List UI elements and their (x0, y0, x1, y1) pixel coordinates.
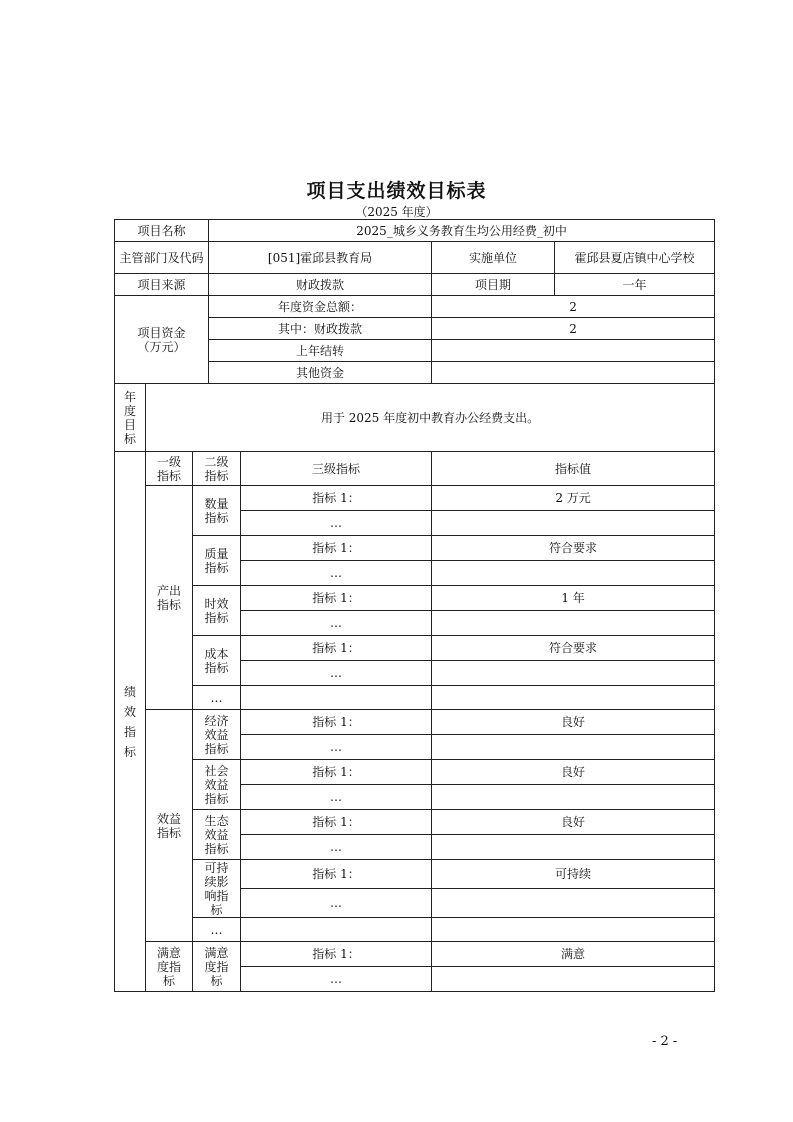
department-label: 主管部门及代码 (115, 242, 209, 274)
indicator-value-header: 指标值 (432, 452, 715, 486)
page-number: - 2 - (652, 1034, 678, 1049)
other-funds-value (432, 362, 715, 384)
table-row (115, 586, 715, 611)
row-indicator-header (115, 452, 715, 486)
table-row (115, 918, 715, 942)
fiscal-label: 其中：财政拨款 (209, 318, 432, 340)
satisfaction-l1-label: 满意度指标 (146, 942, 193, 992)
empty-cell (241, 918, 432, 942)
ellipsis-cell: … (241, 785, 432, 810)
row-department (115, 242, 715, 274)
level1-header: 一级指标 (146, 452, 193, 486)
timeliness-value: 1 年 (432, 586, 715, 611)
quality-indicator-label: 质量指标 (193, 536, 241, 586)
social-value: 良好 (432, 760, 715, 785)
annual-goal-label: 年度目标 (115, 384, 146, 452)
empty-value-cell (432, 735, 715, 760)
output-indicators-label: 产出指标 (146, 486, 193, 710)
empty-value-cell (432, 918, 715, 942)
level3-header: 三级指标 (241, 452, 432, 486)
sustainable-indicator-label: 可持续影响指标 (193, 860, 241, 918)
ellipsis-cell: … (241, 735, 432, 760)
sustainable-value: 可持续 (432, 860, 715, 889)
fund-source-label: 项目来源 (115, 274, 209, 296)
cost-value: 符合要求 (432, 636, 715, 661)
other-funds-label: 其他资金 (209, 362, 432, 384)
timeliness-indicator-label: 时效指标 (193, 586, 241, 636)
ecological-indicator-label: 生态效益指标 (193, 810, 241, 860)
ellipsis-cell: … (241, 889, 432, 918)
quantity-value: 2 万元 (432, 486, 715, 511)
row-annual-goal (115, 384, 715, 452)
row-fund-source (115, 274, 715, 296)
annual-total-value: 2 (432, 296, 715, 318)
project-period-label: 项目期 (432, 274, 555, 296)
empty-value-cell (432, 785, 715, 810)
empty-value-cell (432, 561, 715, 586)
implementing-unit-label: 实施单位 (432, 242, 555, 274)
empty-value-cell (432, 889, 715, 918)
table-row (115, 636, 715, 661)
carryover-value (432, 340, 715, 362)
table-row (115, 942, 715, 967)
economic-value: 良好 (432, 710, 715, 735)
satisfaction-value: 满意 (432, 942, 715, 967)
ellipsis-cell: … (193, 686, 241, 710)
ellipsis-cell: … (241, 611, 432, 636)
performance-goal-table (114, 219, 715, 992)
row-project-name (115, 220, 715, 242)
sustainable-indicator-1: 指标 1： (241, 860, 432, 889)
timeliness-indicator-1: 指标 1： (241, 586, 432, 611)
fund-source-value: 财政拨款 (209, 274, 432, 296)
table-row (115, 536, 715, 561)
empty-value-cell (432, 611, 715, 636)
implementing-unit-value: 霍邱县夏店镇中心学校 (555, 242, 715, 274)
annual-goal-text: 用于 2025 年度初中教育办公经费支出。 (146, 384, 715, 452)
quantity-indicator-label: 数量指标 (193, 486, 241, 536)
performance-indicators-label: 绩效指标 (115, 452, 146, 992)
table-row (115, 760, 715, 785)
ellipsis-cell: … (193, 918, 241, 942)
carryover-label: 上年结转 (209, 340, 432, 362)
table-row (115, 710, 715, 735)
table-row (115, 860, 715, 889)
social-indicator-1: 指标 1： (241, 760, 432, 785)
fiscal-value: 2 (432, 318, 715, 340)
table-row (115, 810, 715, 835)
table-row (115, 686, 715, 710)
quality-value: 符合要求 (432, 536, 715, 561)
project-name-value: 2025_城乡义务教育生均公用经费_初中 (209, 220, 715, 242)
empty-value-cell (432, 686, 715, 710)
ellipsis-cell: … (241, 561, 432, 586)
empty-value-cell (432, 835, 715, 860)
ellipsis-cell: … (241, 661, 432, 686)
quantity-indicator-1: 指标 1： (241, 486, 432, 511)
economic-indicator-1: 指标 1： (241, 710, 432, 735)
year-label: （2025 年度） (355, 205, 438, 219)
ecological-value: 良好 (432, 810, 715, 835)
empty-value-cell (432, 967, 715, 992)
empty-value-cell (432, 511, 715, 536)
table-row (115, 486, 715, 511)
satisfaction-indicator-1: 指标 1： (241, 942, 432, 967)
document-title: 项目支出绩效目标表 (306, 180, 487, 202)
ellipsis-cell: … (241, 967, 432, 992)
ellipsis-cell: … (241, 511, 432, 536)
ellipsis-cell: … (241, 835, 432, 860)
row-annual-total (115, 296, 715, 318)
annual-total-label: 年度资金总额： (209, 296, 432, 318)
department-value: [051]霍邱县教育局 (209, 242, 432, 274)
economic-indicator-label: 经济效益指标 (193, 710, 241, 760)
satisfaction-l2-label: 满意度指标 (193, 942, 241, 992)
level2-header: 二级指标 (193, 452, 241, 486)
cost-indicator-label: 成本指标 (193, 636, 241, 686)
project-name-label: 项目名称 (115, 220, 209, 242)
quality-indicator-1: 指标 1： (241, 536, 432, 561)
ecological-indicator-1: 指标 1： (241, 810, 432, 835)
empty-value-cell (432, 661, 715, 686)
project-period-value: 一年 (555, 274, 715, 296)
empty-cell (241, 686, 432, 710)
benefit-indicators-label: 效益指标 (146, 710, 193, 942)
cost-indicator-1: 指标 1： (241, 636, 432, 661)
social-indicator-label: 社会效益指标 (193, 760, 241, 810)
project-funds-label: 项目资金（万元） (115, 296, 209, 384)
